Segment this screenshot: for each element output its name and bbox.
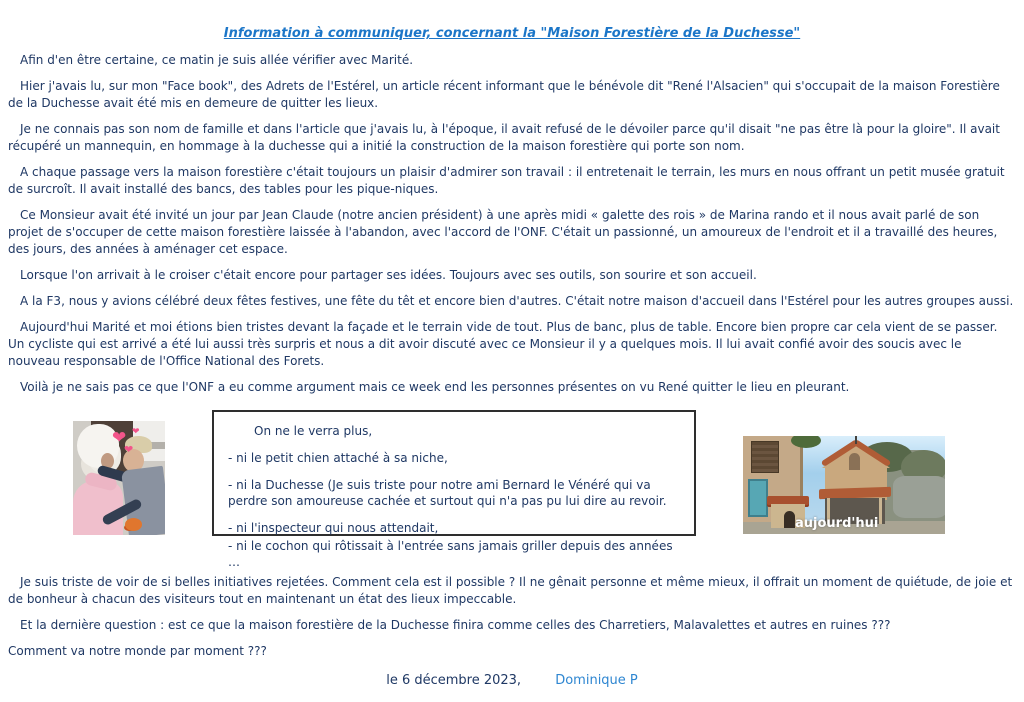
shuttered-window: [751, 441, 779, 473]
blue-door: [748, 479, 768, 517]
signature-author: Dominique P: [555, 673, 638, 688]
photos-and-box-strip: [8, 410, 1016, 569]
porch-post: [879, 498, 882, 524]
paragraph: Ce Monsieur avait été invité un jour par Jean Claude (notre ancien président) à une après midi « galette des rois » de Marina rando et il nous avait parlé de son projet de s'occuper de cette maison forestière laissée à l'abandon, avec l'accord de l'ONF. C'était un passionné, un amoureux de l'endroit et il a travaillé des heures, des jours, des années à aménager cet espace.: [8, 208, 998, 256]
document-body: [0, 52, 1024, 688]
heart-icon: ❤: [132, 427, 140, 437]
tree-branch: [791, 436, 821, 448]
orange-flowers: [125, 518, 142, 531]
memorial-box-line: - ni l'inspecteur qui nous attendait,: [228, 521, 439, 535]
paragraph: Comment va notre monde par moment ???: [8, 644, 267, 658]
paragraph: Je ne connais pas son nom de famille et dans l'article que j'avais lu, à l'époque, il avait refusé de le dévoiler parce qu'il disait "ne pas être là pour la gloire". Il avait récupéré un mannequin, en hommage à la duchesse qui a initié la construction de la maison forestière qui porte son nom.: [8, 122, 1000, 153]
memorial-box-line: - ni la Duchesse (Je suis triste pour notre ami Bernard le Vénéré qui va perdre son amoureuse cachée et surtout qui n'a pas pu lui dire au revoir.: [228, 478, 667, 508]
dog-house-opening: [784, 511, 795, 528]
duchess-pink-dress: [73, 481, 123, 535]
paragraph: Aujourd'hui Marité et moi étions bien tristes devant la façade et le terrain vide de tout. Plus de banc, plus de table. Encore bien propre car cela vient de se passer. Un cycliste qui est arrivé a été lui aussi très surpris et nous a dit avoir discuté avec ce Monsieur il y a quelques mois. Il lui avait confié avoir des soucis avec le nouveau responsable de l'Office National des Forets.: [8, 320, 998, 368]
roof-finial: [855, 436, 857, 444]
paragraph: Afin d'en être certaine, ce matin je suis allée vérifier avec Marité.: [20, 53, 414, 67]
paragraph: Et la dernière question : est ce que la maison forestière de la Duchesse finira comme celles des Charretiers, Malavalettes et autres en ruines ???: [20, 618, 891, 632]
signature-line: [8, 673, 1016, 688]
heart-icon: ❤: [112, 428, 127, 448]
rocks: [893, 476, 945, 518]
paragraph: Lorsque l'on arrivait à le croiser c'était encore pour partager ses idées. Toujours avec ses outils, son sourire et son accueil.: [20, 268, 757, 282]
paragraph: A la F3, nous y avions célébré deux fêtes festives, une fête du têt et encore bien d'autres. C'était notre maison d'accueil dans l'Estérel pour les autres groupes aussi.: [20, 294, 1014, 308]
paragraph: Je suis triste de voir de si belles initiatives rejetées. Comment cela est il possible ? Il ne gênait personne et même mieux, il offrait un moment de quiétude, de joie et de bonheur à chacun des visiteurs tout en maintenant un état des lieux impeccable.: [8, 575, 1013, 606]
memorial-box-line: - ni le cochon qui rôtissait à l'entrée sans jamais griller depuis des années …: [228, 539, 673, 569]
photo-forest-house-today: [743, 436, 945, 534]
paragraph: A chaque passage vers la maison forestière c'était toujours un plaisir d'admirer son travail : il entretenait le terrain, les murs en nous offrant un petit musée gratuit de surcroît. Il avait installé des bancs, des tables pour les pique-niques.: [8, 165, 1005, 196]
photo-caption: aujourd'hui: [795, 516, 879, 531]
photo-rene-and-duchess-mannequin: [73, 421, 165, 535]
signature-date: le 6 décembre 2023,: [386, 673, 522, 688]
small-building-window: [849, 453, 860, 470]
heart-icon: ❤: [124, 443, 134, 456]
memorial-text-box: [212, 410, 696, 569]
page-title: Information à communiquer, concernant la "Maison Forestière de la Duchesse": [223, 26, 801, 41]
paragraph: Voilà je ne sais pas ce que l'ONF a eu comme argument mais ce week end les personnes présentes on vu René quitter le lieu en pleurant.: [20, 380, 850, 394]
memorial-box-line: - ni le petit chien attaché à sa niche,: [228, 451, 448, 465]
memorial-box-intro: On ne le verra plus,: [254, 424, 373, 438]
paragraph: Hier j'avais lu, sur mon "Face book", des Adrets de l'Estérel, un article récent informant que le bénévole dit "René l'Alsacien" qui s'occupait de la maison Forestière de la Duchesse avait été mis en demeure de quitter les lieux.: [8, 79, 1000, 110]
